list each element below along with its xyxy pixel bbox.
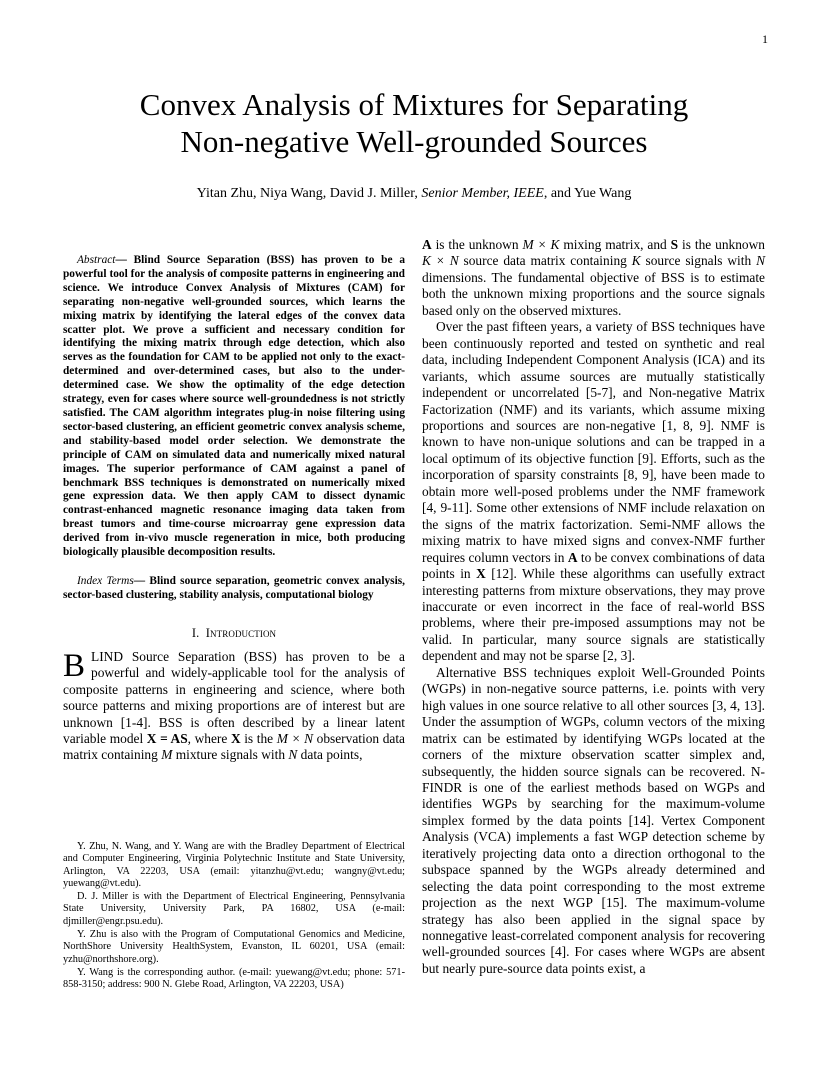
matrix-symbol: S xyxy=(670,237,679,252)
page-number: 1 xyxy=(762,32,768,46)
dimension-symbol: M × N xyxy=(276,731,314,747)
section-heading-introduction xyxy=(63,626,405,641)
intro-text: mixture signals with xyxy=(172,747,289,763)
matrix-symbol: A xyxy=(567,549,578,565)
abstract xyxy=(63,254,405,560)
footnote: Y. Zhu, N. Wang, and Y. Wang are with the Bradley Department of Electrical and Computer Engineering, Virginia Polytechnic Institute and State University, Arlington, VA 22203, USA (email: yitanzhu@vt.edu; wangny@vt.edu; yuewang@vt.edu). xyxy=(63,841,405,889)
body-text: Over the past fifteen years, a variety of BSS techniques have been continuously reported and tested on synthetic and real data, including Independent Component Analysis (ICA) and its variants, which assume sources are mutually statistically independent or uncorrelated [5-7], and Non-negative Matrix Factorization (NMF) and its variants, which assume mixing proportions and sources are non-negative [1, 8, 9]. NMF is known to have non-unique solutions and can be trapped in a local optimum of its objective function [9]. Efforts, such as the incorporation of sparsity constraints [8, 9], have been made to obtain more well-posed problems under the NMF framework [4, 9-11]. Some other extensions of NMF include relaxation on the signs of the matrix factorization. Semi-NMF allows the mixing matrix to have mixed signs and convex-NMF further requires column vectors in xyxy=(422,319,765,565)
introduction-paragraph xyxy=(63,649,405,764)
intro-text: , where xyxy=(187,731,231,747)
abstract-label: Abstract xyxy=(77,254,116,266)
abstract-text: Blind Source Separation (BSS) has proven to be a powerful tool for the analysis of composite patterns in engineering and science. We introduce Convex Analysis of Mixtures (CAM) for separating non-negative well-grounded sources, which learns the mixing matrix by identifying the lateral edges of the convex data scatter plot. We prove a sufficient and necessary condition for identifying the mixing matrix through edge detection, which also serves as the foundation for CAM to be applied not only to the exact-determined and over-determined cases, but also to the under-determined case. We show the optimality of the edge detection strategy, even for cases where source well-groundedness is not strictly satisfied. The CAM algorithm integrates plug-in noise filtering using sector-based clustering, an efficient geometric convex analysis scheme, and stability-based model order selection. We demonstrate the principle of CAM on simulated data and numerically mixed natural images. The superior performance of CAM against a panel of benchmark BSS techniques is demonstrated on numerically mixed gene expression data. We then apply CAM to dissect dynamic contrast-enhanced magnetic resonance imaging data taken from breast tumors and time-course microarray gene expression data derived from in-vivo muscle regeneration in mice, both producing biologically plausible decomposition results. xyxy=(63,254,405,559)
right-column xyxy=(422,237,765,977)
index-terms-dash: — xyxy=(133,574,146,587)
paragraph xyxy=(422,319,765,665)
footnotes xyxy=(63,841,405,993)
footnote: Y. Wang is the corresponding author. (e-mail: yuewang@vt.edu; phone: 571-858-3150; address: 900 N. Glebe Road, Arlington, VA 22203, USA) xyxy=(63,966,405,991)
author-list xyxy=(0,186,828,202)
intro-text: data points, xyxy=(297,747,363,763)
paper-title xyxy=(0,86,828,160)
body-text: to be convex combinations of data points in xyxy=(422,549,765,582)
authors-last: , and Yue Wang xyxy=(543,186,632,201)
authors-main: Yitan Zhu, Niya Wang, David J. Miller, xyxy=(196,186,418,201)
intro-text: is the xyxy=(240,731,277,747)
authors-membership: Senior Member, IEEE xyxy=(421,186,544,201)
index-terms-text: Blind source separation, geometric convex analysis, sector-based clustering, stability analysis, computational biology xyxy=(63,574,405,601)
drop-cap: B xyxy=(63,647,86,684)
paragraph xyxy=(422,237,765,319)
body-text: source data matrix containing xyxy=(458,253,632,269)
footnote: D. J. Miller is with the Department of Electrical Engineering, Pennsylvania State University, University Park, PA 16802, USA (e-mail: djmiller@engr.psu.edu). xyxy=(63,891,405,927)
title-line-2: Non-negative Well-grounded Sources xyxy=(180,124,648,159)
paragraph: Alternative BSS techniques exploit Well-Grounded Points (WGPs) in non-negative source patterns, i.e. points with very high values in one source relative to all other sources [3, 4, 13]. Under the assumption of WGPs, column vectors of the mixing matrix can be estimated by identifying WGPs located at the corners of the mixture observation scatter simplex and, subsequently, the hidden source signals can be recovered. N-FINDR is one of the earliest methods based on WGPs and identifies WGPs by searching for the maximum-volume simplex formed by the data points [14]. Vertex Component Analysis (VCA) implements a fast WGP detection scheme by iteratively projecting data onto a direction orthogonal to the subspace spanned by the WGPs already determined and selecting the data point corresponding to the most extreme projection as the next WGP [15]. The maximum-volume strategy has also been applied in the signal space by nonnegative least-correlated component analysis for recovering well-grounded sources [4]. For cases where WGPs are absent but nearly pure-source data points exist, a xyxy=(422,664,765,976)
body-text: mixing matrix, and xyxy=(559,237,671,252)
title-line-1: Convex Analysis of Mixtures for Separating xyxy=(139,87,689,122)
body-text: is the unknown xyxy=(431,237,523,252)
section-title: Introduction xyxy=(205,625,277,640)
matrix-symbol: X xyxy=(230,731,241,747)
left-column xyxy=(63,254,405,764)
intro-text: observation data matrix containing xyxy=(63,731,406,763)
section-numeral: I. xyxy=(191,625,200,640)
intro-text: LIND Source Separation (BSS) has proven to be a powerful and widely-applicable tool for the analysis of composite patterns in engineering and science, where both source patterns and mixing proportions are of interest but are unknown [1-4]. BSS is often described by a linear latent variable model xyxy=(63,648,405,747)
model-equation: X = AS xyxy=(146,731,188,747)
body-text: source signals with xyxy=(640,253,757,269)
math-symbol: M xyxy=(161,747,173,763)
index-terms-label: Index Terms xyxy=(77,574,134,587)
dimension-symbol: M × K xyxy=(522,237,560,252)
math-symbol: K xyxy=(631,253,641,269)
abstract-dash: — xyxy=(115,254,127,266)
footnote: Y. Zhu is also with the Program of Computational Genomics and Medicine, NorthShore University HealthSystem, Evanston, IL 60201, USA (email: yzhu@northshore.org). xyxy=(63,929,405,965)
body-text: is the unknown xyxy=(678,237,765,252)
math-symbol: N xyxy=(288,747,298,763)
matrix-symbol: X xyxy=(476,566,486,582)
body-text: [12]. While these algorithms can usefully extract interesting patterns from mixture observations, they may prove inaccurate or even incorrect in the face of real-world BSS problems, where their pre-imposed assumptions may not be valid. In particular, many source signals are statistically dependent and may not be sparse [2, 3]. xyxy=(422,566,765,664)
index-terms xyxy=(63,575,405,603)
math-symbol: N xyxy=(756,253,765,269)
dimension-symbol: K × N xyxy=(422,253,459,269)
matrix-symbol: A xyxy=(422,237,432,252)
body-text: dimensions. The fundamental objective of BSS is to estimate both the unknown mixing proportions and the source signals based only on the observed mixtures. xyxy=(422,269,765,318)
